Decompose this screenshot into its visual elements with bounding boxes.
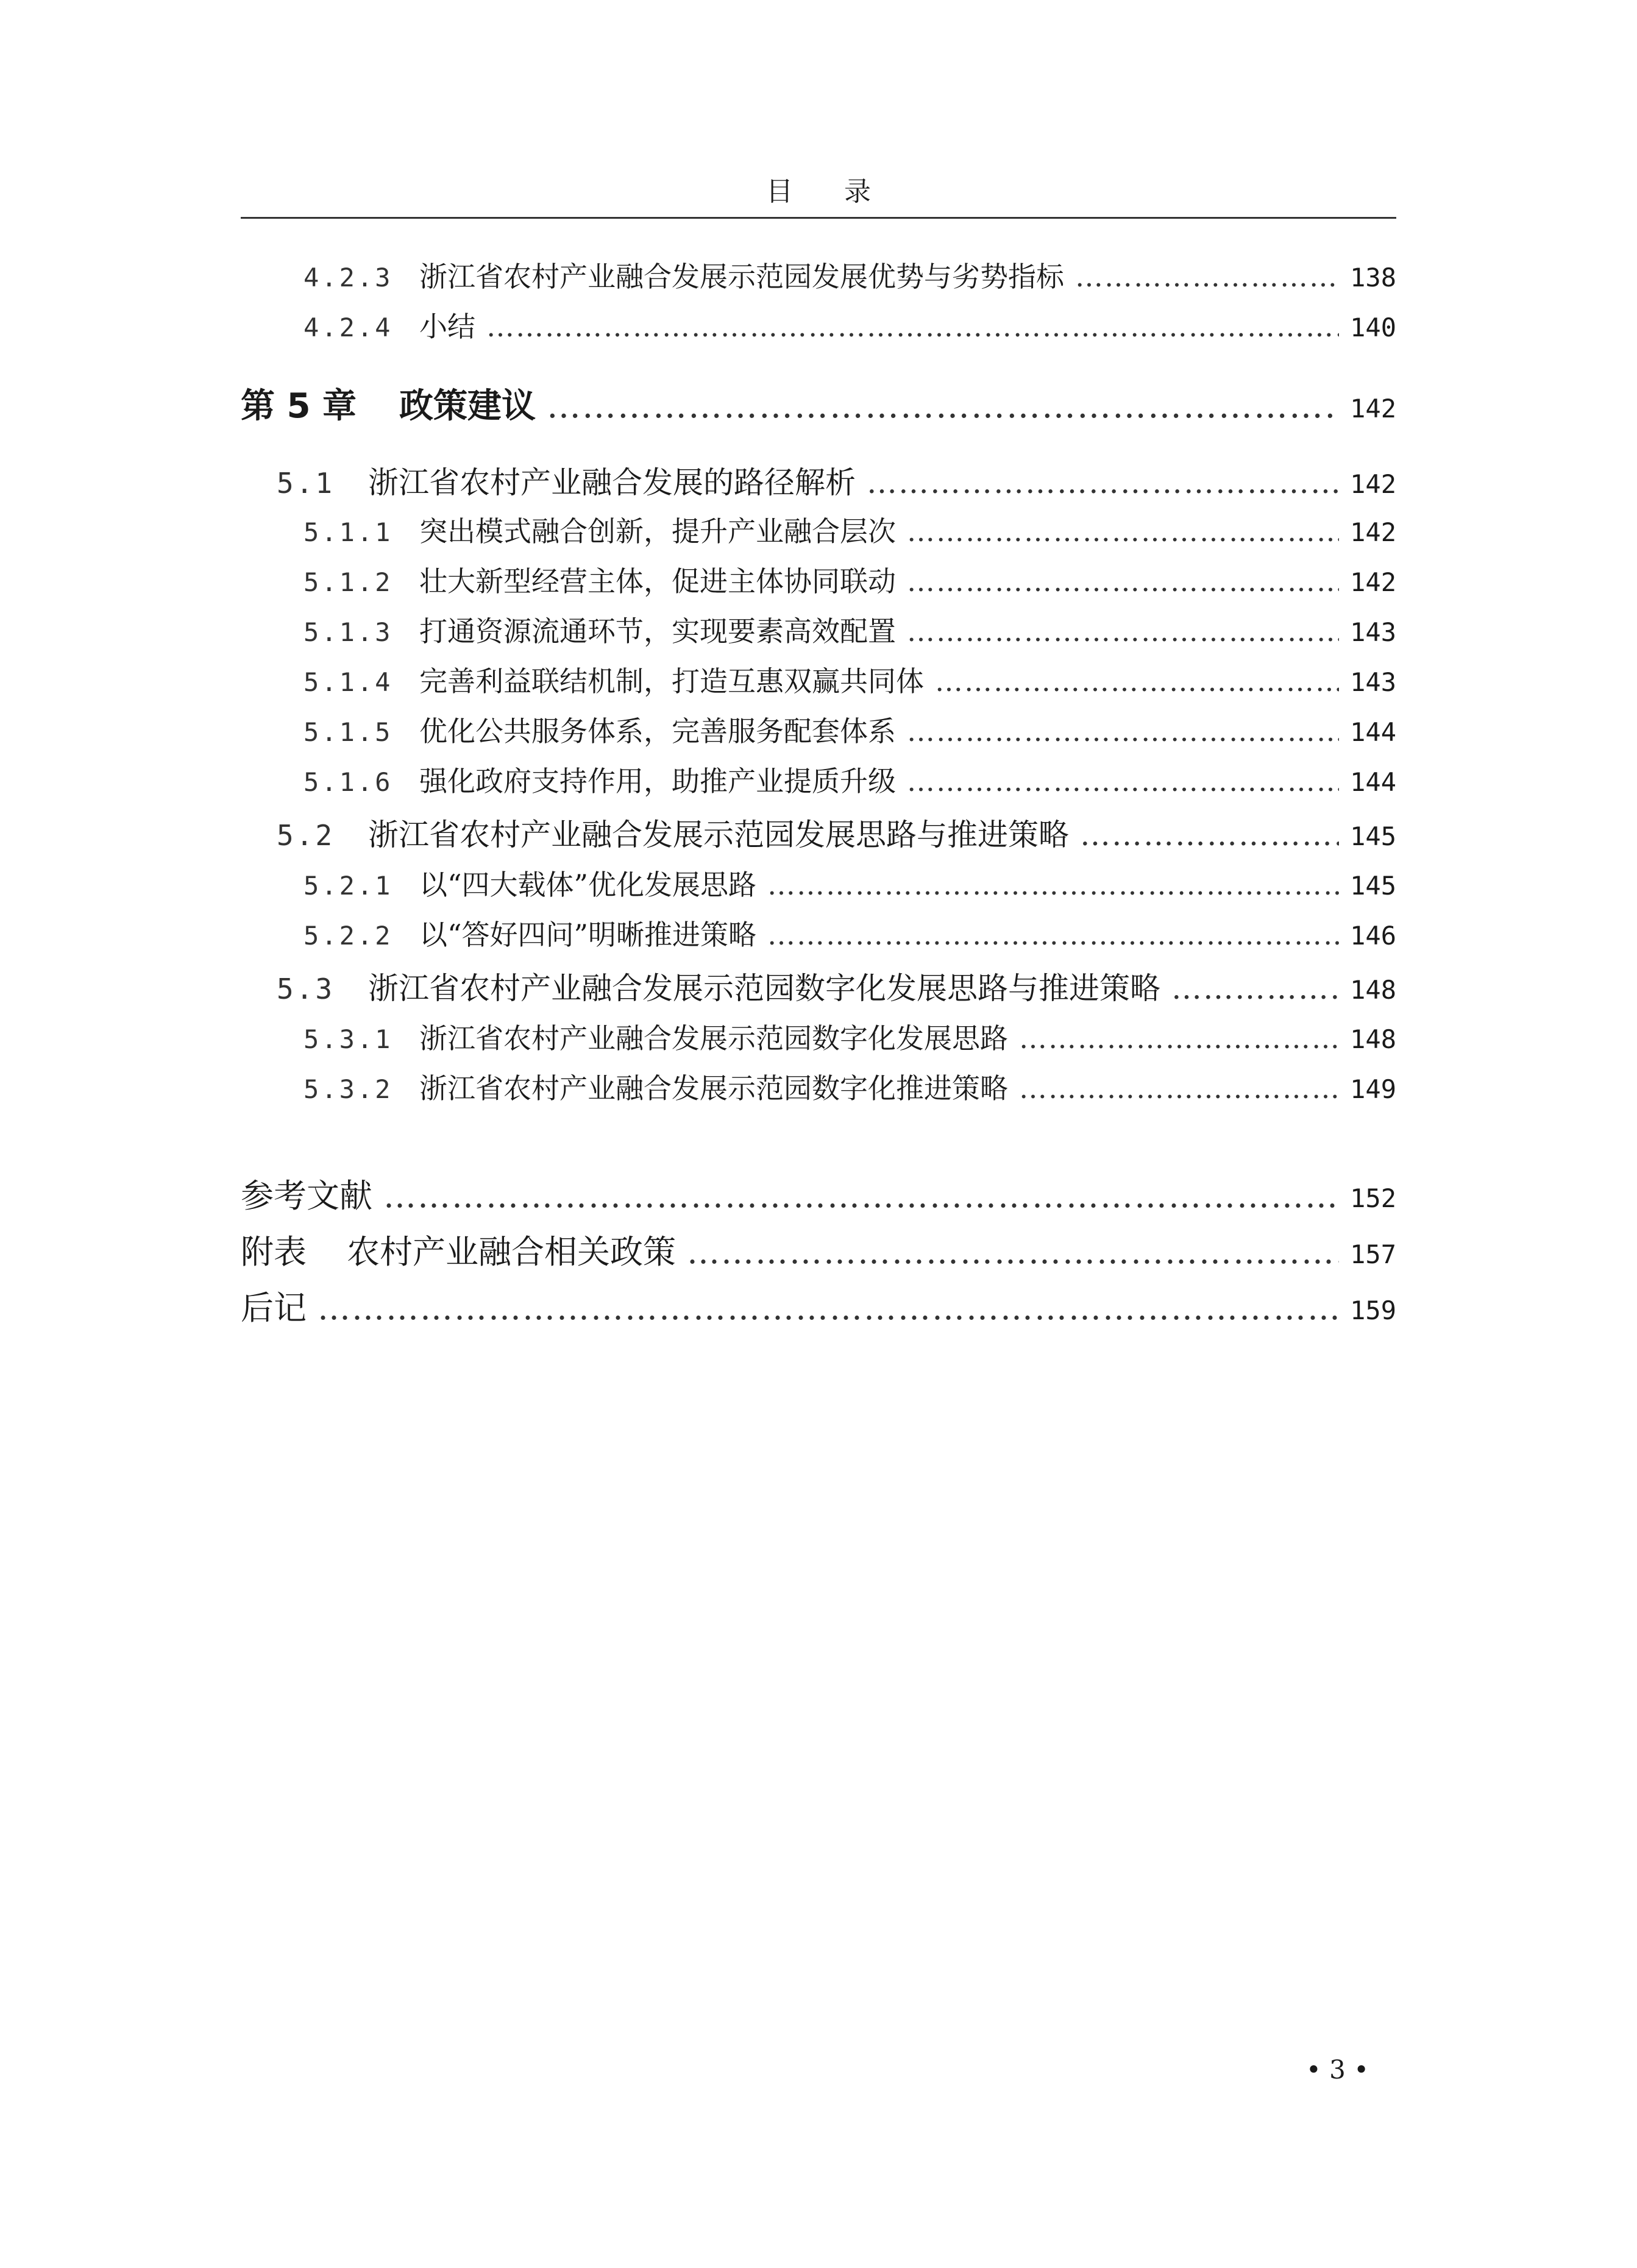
toc-entry-number: 附表	[241, 1233, 307, 1271]
toc-entry-number: 5.1.2	[304, 567, 393, 597]
toc-entry-page: 142	[1350, 394, 1396, 423]
dot-leader	[907, 615, 1339, 648]
dot-leader	[767, 868, 1339, 901]
toc-entry-number: 5.3	[277, 973, 335, 1005]
toc-entry[interactable]	[277, 458, 1396, 498]
toc-entry-title: 以“四大载体”优化发展思路	[419, 868, 757, 901]
toc-entry-title: 浙江省农村产业融合发展的路径解析	[368, 465, 856, 500]
dot-leader	[935, 665, 1339, 698]
toc-entry-page: 140	[1350, 313, 1396, 342]
header-char-left: 目	[766, 176, 793, 207]
toc-entry[interactable]	[241, 1282, 1396, 1328]
dot-leader	[1075, 260, 1339, 293]
toc-entry[interactable]	[304, 863, 1396, 899]
dot-leader	[867, 465, 1339, 500]
toc-entry-number: 5.2.1	[304, 871, 393, 901]
toc-entry[interactable]	[304, 709, 1396, 746]
toc-entry-page: 145	[1350, 821, 1396, 851]
toc-entry[interactable]	[304, 255, 1396, 291]
toc-entry[interactable]	[304, 1016, 1396, 1053]
toc-entry-page: 142	[1350, 517, 1396, 547]
dot-leader	[687, 1233, 1339, 1271]
toc-entry-number: 5.1.4	[304, 667, 393, 697]
toc-entry-page: 143	[1350, 667, 1396, 697]
toc-entry-page: 138	[1350, 263, 1396, 292]
toc-entry-page: 149	[1350, 1074, 1396, 1104]
toc-entry[interactable]	[241, 1170, 1396, 1216]
toc-entry-number: 5.1.1	[304, 517, 393, 547]
toc-entry[interactable]	[304, 759, 1396, 796]
toc-entry-page: 144	[1350, 717, 1396, 747]
toc-entry-page: 145	[1350, 871, 1396, 901]
toc-entry-page: 146	[1350, 921, 1396, 951]
toc-entry-number: 4.2.4	[304, 313, 393, 342]
toc-entry[interactable]	[304, 609, 1396, 646]
toc-entry-title: 突出模式融合创新，提升产业融合层次	[419, 515, 896, 548]
toc-entry-title: 小结	[419, 310, 475, 343]
toc-entry-number: 5.1.6	[304, 767, 393, 797]
dot-leader	[1019, 1022, 1339, 1055]
toc-entry[interactable]	[304, 559, 1396, 596]
toc-entry[interactable]	[277, 810, 1396, 851]
toc-entry-page: 157	[1350, 1239, 1396, 1269]
header-rule	[241, 217, 1396, 219]
toc-entry-title: 浙江省农村产业融合发展示范园数字化推进策略	[419, 1072, 1008, 1105]
toc-entry-page: 142	[1350, 469, 1396, 499]
running-header	[241, 169, 1396, 208]
page-number: • 3 •	[1306, 2055, 1369, 2085]
toc-entry-page: 148	[1350, 975, 1396, 1005]
toc-entry[interactable]	[241, 1226, 1396, 1272]
toc-entry-page: 148	[1350, 1024, 1396, 1054]
toc-entry-title: 强化政府支持作用，助推产业提质升级	[419, 765, 896, 798]
toc-entry-number: 5.3.1	[304, 1024, 393, 1054]
dot-leader	[1019, 1072, 1339, 1105]
toc-entry-title: 浙江省农村产业融合发展示范园发展优势与劣势指标	[419, 260, 1064, 293]
dot-leader	[318, 1289, 1339, 1327]
toc-entry-title: 以“答好四问”明晰推进策略	[419, 918, 757, 951]
dot-leader	[907, 515, 1339, 548]
toc-entry-number: 5.1.3	[304, 617, 393, 647]
toc-entry-title: 参考文献	[241, 1177, 372, 1215]
toc-entry-title: 打通资源流通环节，实现要素高效配置	[419, 615, 896, 648]
toc-entry-page: 142	[1350, 567, 1396, 597]
dot-leader	[547, 386, 1339, 426]
toc-entry-number: 5.2.2	[304, 921, 393, 951]
toc-entry-number: 4.2.3	[304, 263, 393, 292]
dot-leader	[1080, 817, 1339, 852]
dot-leader	[907, 715, 1339, 748]
toc-entry-title: 政策建议	[399, 386, 536, 426]
dot-leader	[907, 565, 1339, 598]
toc-entry-number: 第 5 章	[241, 386, 357, 426]
toc-entry-title: 浙江省农村产业融合发展示范园数字化发展思路与推进策略	[368, 971, 1160, 1006]
toc-entry-page: 159	[1350, 1295, 1396, 1325]
dot-leader	[1171, 971, 1339, 1006]
toc-entry-number: 5.2	[277, 819, 335, 852]
toc-entry-page: 144	[1350, 767, 1396, 797]
dot-leader	[907, 765, 1339, 798]
toc-entry[interactable]	[304, 659, 1396, 696]
toc-entry[interactable]	[304, 913, 1396, 949]
toc-entry[interactable]	[304, 509, 1396, 546]
toc-entry-title: 后记	[241, 1289, 307, 1327]
toc-entry-title: 优化公共服务体系，完善服务配套体系	[419, 715, 896, 748]
toc-entry-title: 完善利益联结机制，打造互惠双赢共同体	[419, 665, 924, 698]
toc-entry-number: 5.1.5	[304, 717, 393, 747]
toc-entry[interactable]	[277, 964, 1396, 1004]
toc-entry-title: 浙江省农村产业融合发展示范园发展思路与推进策略	[368, 817, 1069, 852]
toc-entry-title: 浙江省农村产业融合发展示范园数字化发展思路	[419, 1022, 1008, 1055]
toc-entry-page: 143	[1350, 617, 1396, 647]
toc-entry[interactable]	[304, 1066, 1396, 1103]
toc-entry-number: 5.1	[277, 467, 335, 500]
toc-entry-number: 5.3.2	[304, 1074, 393, 1104]
toc-entry[interactable]	[304, 305, 1396, 341]
dot-leader	[383, 1177, 1339, 1215]
toc-entry-title: 农村产业融合相关政策	[347, 1233, 676, 1271]
toc-entry[interactable]	[241, 379, 1396, 425]
toc-entry-title: 壮大新型经营主体，促进主体协同联动	[419, 565, 896, 598]
dot-leader	[767, 918, 1339, 951]
toc-entry-page: 152	[1350, 1183, 1396, 1213]
dot-leader	[486, 310, 1339, 343]
header-char-right: 录	[844, 176, 871, 207]
